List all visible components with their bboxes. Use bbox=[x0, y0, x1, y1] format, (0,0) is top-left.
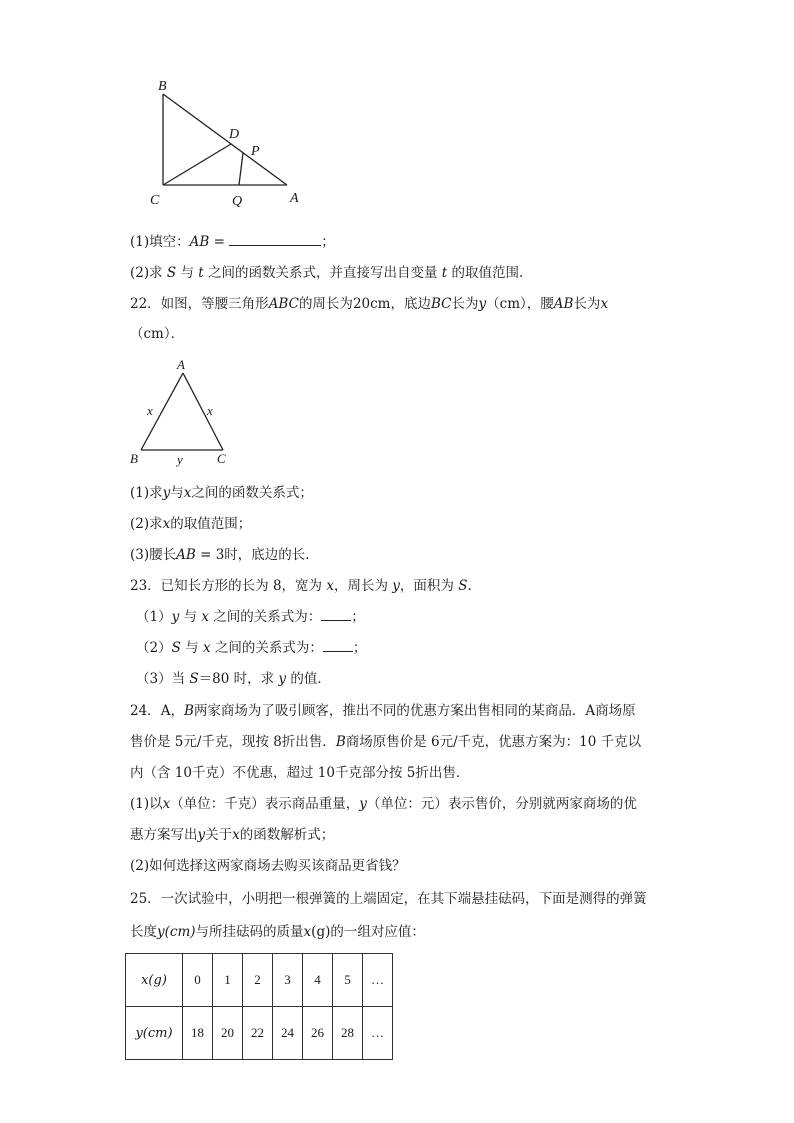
q22-stem: 22．如图，等腰三角形ABC的周长为20cm，底边BC长为y（cm），腰AB长为x bbox=[130, 296, 609, 312]
q22-part2: (2)求x的取值范围； bbox=[130, 516, 252, 532]
table-cell: 20 bbox=[213, 1007, 243, 1060]
table-cell: 0 bbox=[183, 954, 213, 1007]
q21-part2: (2)求 S 与 t 之间的函数关系式，并直接写出自变量 t 的取值范围． bbox=[130, 265, 533, 281]
q25-stem-line1: 25．一次试验中，小明把一根弹簧的上端固定，在其下端悬挂砝码，下面是测得的弹簧 bbox=[130, 891, 647, 907]
q24-part1: (1)以x（单位：千克）表示商品重量，y（单位：元）表示售价，分别就两家商场的优 bbox=[130, 796, 637, 812]
label-x-left: x bbox=[147, 403, 153, 418]
label-Q: Q bbox=[232, 194, 243, 209]
label-B: B bbox=[158, 79, 167, 94]
answer-blank[interactable] bbox=[323, 639, 353, 652]
label-B: B bbox=[130, 451, 138, 466]
q23-part3: （3）当 S＝80 时，求 y 的值． bbox=[136, 671, 331, 687]
table-cell: 1 bbox=[213, 954, 243, 1007]
table-cell: … bbox=[363, 1007, 393, 1060]
q23-part2: （2）S 与 x 之间的关系式为： ； bbox=[136, 640, 367, 656]
label-A: A bbox=[177, 357, 185, 372]
table-cell: 28 bbox=[333, 1007, 363, 1060]
q24-stem-line2: 售价是 5元/千克，现按 8折出售．B商场原售价是 6元/千克，优惠方案为：10 千克以 bbox=[130, 734, 642, 750]
table-row-x bbox=[126, 954, 393, 1007]
table-cell: 24 bbox=[273, 1007, 303, 1060]
q24-stem-line1: 24．A，B两家商场为了吸引顾客，推出不同的优惠方案出售相同的某商品．A商场原 bbox=[130, 703, 636, 719]
q22-stem-line2: （cm）． bbox=[130, 326, 185, 342]
q21-part1: (1)填空：AB = ； bbox=[130, 234, 335, 250]
label-D: D bbox=[229, 127, 240, 142]
label-C: C bbox=[150, 193, 160, 208]
table-row-y bbox=[126, 1007, 393, 1060]
q23-part1: （1）y 与 x 之间的关系式为： ； bbox=[136, 609, 365, 625]
q22-part3: (3)腰长AB = 3时，底边的长． bbox=[130, 547, 319, 563]
table-cell: 5 bbox=[333, 954, 363, 1007]
label-y: y bbox=[177, 452, 183, 467]
answer-blank[interactable] bbox=[229, 233, 321, 246]
table-cell: 2 bbox=[243, 954, 273, 1007]
answer-blank[interactable] bbox=[321, 608, 351, 621]
table-cell: … bbox=[363, 954, 393, 1007]
table-cell: 26 bbox=[303, 1007, 333, 1060]
spring-data-table bbox=[125, 953, 393, 1060]
table-header-y: y(cm) bbox=[126, 1007, 183, 1060]
q25-stem-line2: 长度y(cm)与所挂砝码的质量x(g)的一组对应值： bbox=[130, 924, 425, 940]
table-cell: 22 bbox=[243, 1007, 273, 1060]
table-cell: 4 bbox=[303, 954, 333, 1007]
q23-stem: 23．已知长方形的长为 8，宽为 x，周长为 y，面积为 S． bbox=[130, 578, 481, 594]
label-x-right: x bbox=[207, 403, 213, 418]
table-header-x: x(g) bbox=[126, 954, 183, 1007]
figure-right-triangle bbox=[140, 72, 320, 212]
label-C: C bbox=[217, 451, 226, 466]
q24-part2: (2)如何选择这两家商场去购买该商品更省钱？ bbox=[130, 858, 406, 874]
label-P: P bbox=[251, 144, 260, 159]
q24-part1-line2: 惠方案写出y关于x的函数解析式； bbox=[130, 827, 335, 843]
q22-part1: (1)求y与x之间的函数关系式； bbox=[130, 485, 313, 501]
q24-stem-line3: 内（含 10千克）不优惠，超过 10千克部分按 5折出售． bbox=[130, 765, 470, 781]
label-A: A bbox=[290, 191, 299, 206]
table-cell: 3 bbox=[273, 954, 303, 1007]
table-cell: 18 bbox=[183, 1007, 213, 1060]
figure-isosceles-triangle bbox=[125, 355, 245, 470]
